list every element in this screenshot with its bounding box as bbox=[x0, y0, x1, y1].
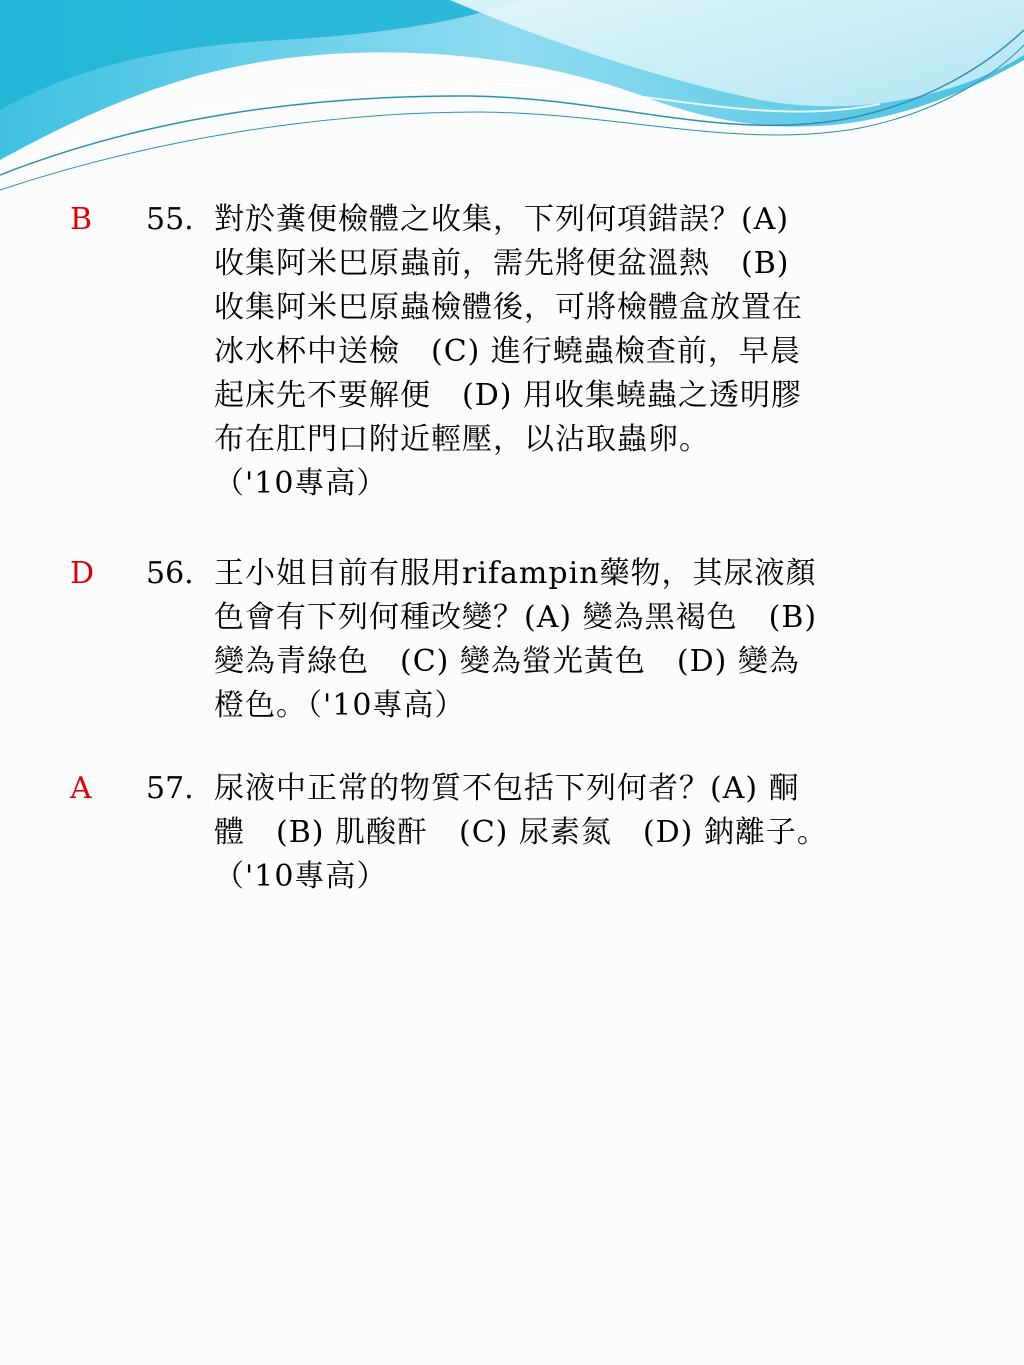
question-line: 收集阿米巴原蟲檢體後，可將檢體盒放置在 bbox=[214, 290, 803, 325]
question-text bbox=[214, 198, 959, 506]
question-line: 色會有下列何種改變？(A) 變為黑褐色 (B) bbox=[214, 600, 818, 635]
answer-label: D bbox=[70, 556, 95, 591]
question-line: 布在肛門口附近輕壓，以沾取蟲卵。 bbox=[214, 422, 710, 457]
question-number: 56. bbox=[146, 556, 194, 591]
question-line: 起床先不要解便 (D) 用收集蟯蟲之透明膠 bbox=[214, 378, 802, 413]
question-line: 橙色。（'10專高） bbox=[214, 688, 466, 723]
question-text bbox=[214, 767, 959, 899]
question-text bbox=[214, 552, 959, 728]
question-source: （'10專高） bbox=[214, 466, 388, 501]
question-number: 55. bbox=[146, 202, 194, 237]
question-line: 冰水杯中送檢 (C) 進行蟯蟲檢查前，早晨 bbox=[214, 334, 801, 369]
answer-label: A bbox=[70, 771, 92, 806]
question-line: 尿液中正常的物質不包括下列何者？(A) 酮 bbox=[214, 771, 800, 806]
question-line: 變為青綠色 (C) 變為螢光黃色 (D) 變為 bbox=[214, 644, 800, 679]
answer-label: B bbox=[70, 202, 93, 237]
question-line: 收集阿米巴原蟲前，需先將便盆溫熱 (B) bbox=[214, 246, 790, 281]
question-line: 體 (B) 肌酸酐 (C) 尿素氮 (D) 鈉離子。 bbox=[214, 815, 828, 850]
question-line: 王小姐目前有服用rifampin藥物，其尿液顏 bbox=[214, 556, 817, 591]
header-wave-decoration bbox=[0, 0, 1024, 200]
question-number: 57. bbox=[146, 771, 194, 806]
question-line: 對於糞便檢體之收集，下列何項錯誤？(A) bbox=[214, 202, 790, 237]
question-source: （'10專高） bbox=[214, 859, 388, 894]
